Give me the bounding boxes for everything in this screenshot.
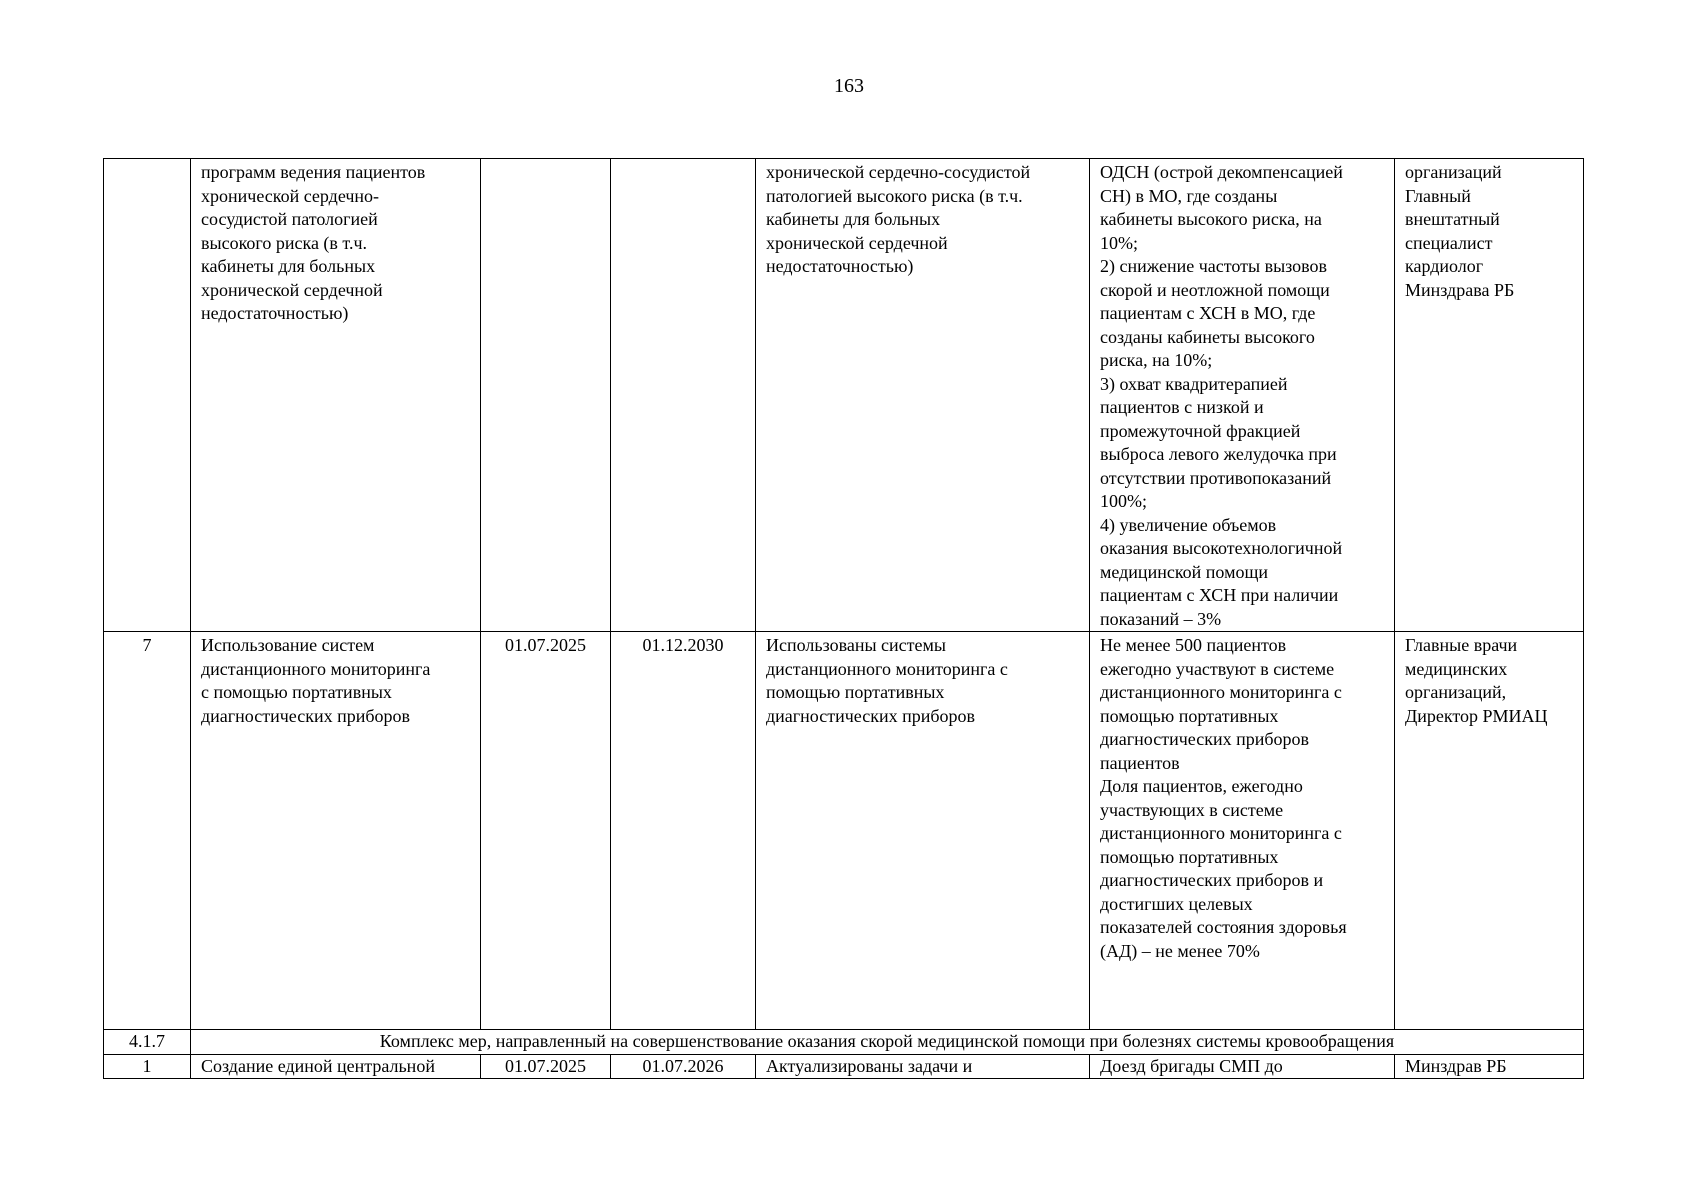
indicators-cell: Доезд бригады СМП до: [1090, 1054, 1395, 1079]
result-cell: Актуализированы задачи и: [756, 1054, 1090, 1079]
end-date-cell: 01.07.2026: [611, 1054, 756, 1079]
indicators-cell: Не менее 500 пациентов ежегодно участвуют в системе дистанционного мониторинга с помощью портативных диагностических приборов пациентов Доля пациентов, ежегодно участвующих в системе дистанционного мониторинга с помощью портативных диагностических приборов и достигших целевых показателей состояния здоровья (АД) – не менее 70%: [1090, 632, 1395, 1030]
responsible-cell: организаций Главный внештатный специалист кардиолог Минздрава РБ: [1395, 159, 1584, 632]
end-date-cell: 01.12.2030: [611, 632, 756, 1030]
measure-name-cell: Использование систем дистанционного мониторинга с помощью портативных диагностических приборов: [191, 632, 481, 1030]
row-number-cell: 7: [104, 632, 191, 1030]
indicators-cell: ОДСН (острой декомпенсацией СН) в МО, где созданы кабинеты высокого риска, на 10%; 2) снижение частоты вызовов скорой и неотложной помощи пациентам с ХСН в МО, где созданы кабинеты высокого риска, на 10%; 3) охват квадритерапией пациентов с низкой и промежуточной фракцией выброса левого желудочка при отсутствии противопоказаний 100%; 4) увеличение объемов оказания высокотехнологичной медицинской помощи пациентам с ХСН при наличии показаний – 3%: [1090, 159, 1395, 632]
result-cell: Использованы системы дистанционного мониторинга с помощью портативных диагностических приборов: [756, 632, 1090, 1030]
measure-name-cell: Создание единой центральной: [191, 1054, 481, 1079]
end-date-cell: [611, 159, 756, 632]
section-number-cell: 4.1.7: [104, 1030, 191, 1055]
section-title-cell: Комплекс мер, направленный на совершенствование оказания скорой медицинской помощи при болезнях системы кровообращения: [191, 1030, 1584, 1055]
start-date-cell: [481, 159, 611, 632]
responsible-cell: Минздрав РБ: [1395, 1054, 1584, 1079]
row-number-cell: [104, 159, 191, 632]
start-date-cell: 01.07.2025: [481, 1054, 611, 1079]
row-number-cell: 1: [104, 1054, 191, 1079]
section-row: [104, 1030, 1584, 1055]
responsible-cell: Главные врачи медицинских организаций, Директор РМИАЦ: [1395, 632, 1584, 1030]
result-cell: хронической сердечно-сосудистой патологией высокого риска (в т.ч. кабинеты для больных хронической сердечной недостаточностью): [756, 159, 1090, 632]
measure-name-cell: программ ведения пациентов хронической сердечно- сосудистой патологией высокого риска (в т.ч. кабинеты для больных хронической сердечной недостаточностью): [191, 159, 481, 632]
table-row: [104, 159, 1584, 632]
page-number: 163: [834, 75, 864, 97]
start-date-cell: 01.07.2025: [481, 632, 611, 1030]
table-row: [104, 1054, 1584, 1079]
measures-table: [103, 158, 1584, 1079]
table-row: [104, 632, 1584, 1030]
